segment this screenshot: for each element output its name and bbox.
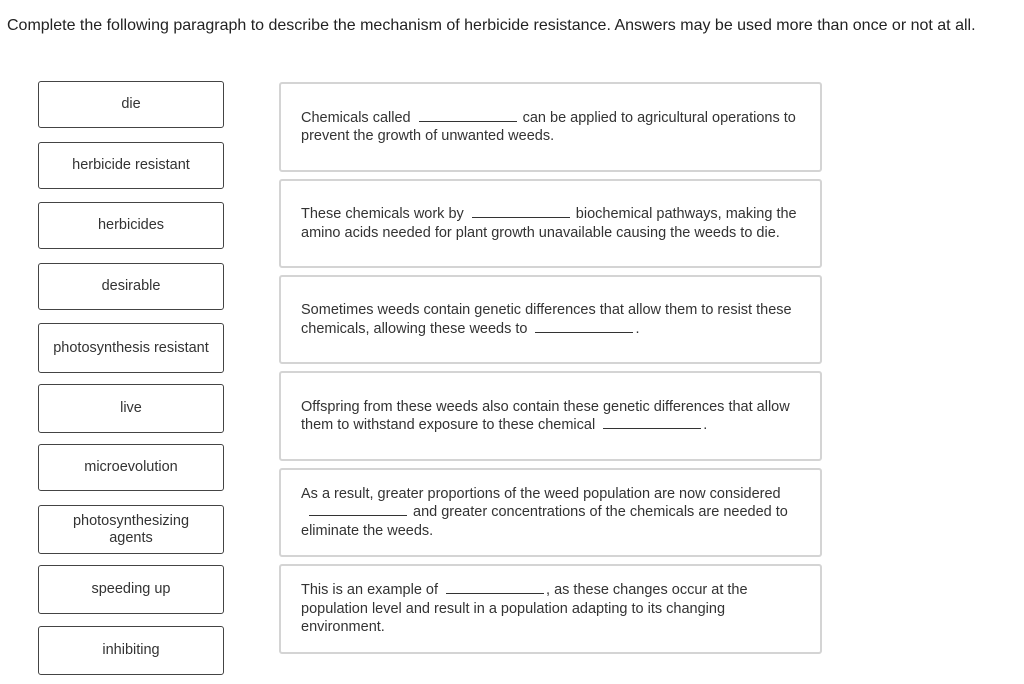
answer-chip-die[interactable] — [38, 81, 224, 128]
drop-blank-4[interactable] — [603, 416, 701, 429]
answer-chip-inhibiting[interactable] — [38, 626, 224, 675]
statement-box-4 — [279, 371, 822, 461]
answer-chip-label: inhibiting — [102, 642, 160, 658]
statement-box-1 — [279, 82, 822, 172]
answer-chip-label: desirable — [101, 278, 161, 294]
answer-chip-photosynthesis-resistant[interactable] — [38, 323, 224, 373]
drop-blank-3[interactable] — [535, 320, 633, 333]
answer-chip-label: speeding up — [91, 581, 171, 597]
answer-chip-label: herbicide resistant — [72, 157, 190, 173]
statement-text: These chemicals work by biochemical pathways, making the amino acids needed for plant growth unavailable causing the weeds to die. — [301, 206, 797, 241]
answer-chip-herbicide-resistant[interactable] — [38, 142, 224, 189]
drop-blank-6[interactable] — [446, 581, 544, 594]
statement-text: Offspring from these weeds also contain these genetic differences that allow them to withstand exposure to these chemical . — [301, 398, 790, 433]
answer-chip-speeding-up[interactable] — [38, 565, 224, 614]
answer-chip-live[interactable] — [38, 384, 224, 433]
statement-text: As a result, greater proportions of the weed population are now consideredand greater concentrations of the chemicals are needed to eliminate the weeds. — [301, 485, 788, 539]
answer-chip-label: photosynthesis resistant — [53, 339, 209, 356]
answer-chip-label: microevolution — [84, 459, 178, 475]
drop-blank-1[interactable] — [419, 109, 517, 122]
statement-text: This is an example of , as these changes occur at the population level and result in a population adapting to its changing environment. — [301, 582, 748, 636]
statement-box-2 — [279, 179, 822, 268]
instructions: Complete the following paragraph to describe the mechanism of herbicide resistance. Answers may be used more than once or not at all. — [7, 17, 976, 34]
statement-box-3 — [279, 275, 822, 364]
answer-chip-photosynthesizing-agents[interactable] — [38, 505, 224, 554]
answer-chip-label: herbicides — [97, 217, 165, 233]
answer-chip-herbicides[interactable] — [38, 202, 224, 249]
answer-chip-label: die — [121, 96, 141, 112]
statement-box-6 — [279, 564, 822, 654]
answer-chip-label: photosynthesizing agents — [72, 512, 190, 546]
drop-blank-2[interactable] — [472, 205, 570, 218]
answer-chip-desirable[interactable] — [38, 263, 224, 310]
answer-chip-microevolution[interactable] — [38, 444, 224, 491]
statement-text: Sometimes weeds contain genetic differences that allow them to resist these chemicals, allowing these weeds to . — [301, 302, 792, 337]
drop-blank-5[interactable] — [309, 503, 407, 516]
answer-chip-label: live — [120, 400, 142, 416]
statement-box-5 — [279, 468, 822, 557]
statement-text: Chemicals called can be applied to agricultural operations to prevent the growth of unwanted weeds. — [301, 109, 796, 144]
